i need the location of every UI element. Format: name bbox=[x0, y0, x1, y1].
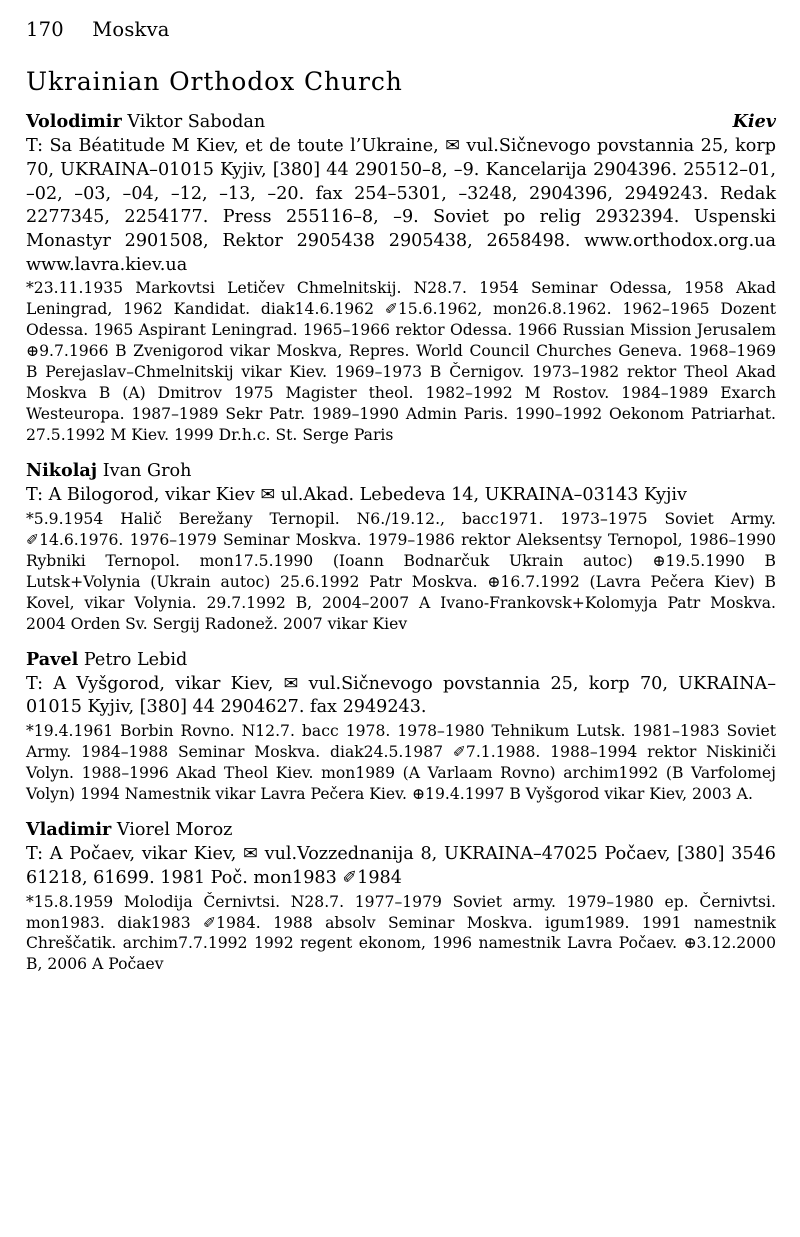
entry-headline bbox=[26, 459, 776, 483]
entry-name-bold: Nikolaj bbox=[26, 459, 98, 481]
entry-address: T: A Vyšgorod, vikar Kiev, ✉ vul.Sičnevogo povstannia 25, korp 70, UKRAINA–01015 Kyjiv, [380] 44 2904627. fax 2949243. bbox=[26, 673, 776, 718]
entry-name-rest: Petro Lebid bbox=[78, 649, 188, 670]
entry-biography: *15.8.1959 Molodija Černivtsi. N28.7. 1977–1979 Soviet army. 1979–1980 ep. Černivtsi. mon1983. diak1983 ✐1984. 1988 absolv Seminar Moskva. igum1989. 1991 namestnik Chreščatik. archim7.7.1992 1992 regent ekonom, 1996 namestnik Lavra Počaev. ⊕3.12.2000 B, 2006 A Počaev bbox=[26, 892, 776, 974]
page-number: 170 bbox=[26, 18, 64, 41]
running-head-place: Moskva bbox=[92, 18, 170, 41]
entry-headline bbox=[26, 648, 776, 672]
list-item bbox=[26, 818, 776, 975]
entry-name-bold: Pavel bbox=[26, 648, 79, 670]
entry-headline bbox=[26, 110, 776, 134]
entry-name-rest: Ivan Groh bbox=[97, 460, 192, 481]
list-item bbox=[26, 110, 776, 446]
entry-headline bbox=[26, 818, 776, 842]
page-title: Ukrainian Orthodox Church bbox=[26, 67, 403, 96]
entry-name-bold: Volodimir bbox=[26, 111, 122, 132]
list-item bbox=[26, 648, 776, 805]
running-head bbox=[26, 18, 776, 41]
entry-place: Kiev bbox=[732, 111, 776, 132]
list-item bbox=[26, 459, 776, 635]
entry-biography: *19.4.1961 Borbin Rovno. N12.7. bacc 1978. 1978–1980 Tehnikum Lutsk. 1981–1983 Soviet Army. 1984–1988 Seminar Moskva. diak24.5.1987 ✐7.1.1988. 1988–1994 rektor Niskiniči Volyn. 1988–1996 Akad Theol Kiev. mon1989 (A Varlaam Rovno) archim1992 (B Varfolomej Volyn) 1994 Namestnik vikar Lavra Pečera Kiev. ⊕19.4.1997 B Vyšgorod vikar Kiev, 2003 A. bbox=[26, 722, 776, 804]
entry-address: T: Sa Béatitude M Kiev, et de toute l’Ukraine, ✉ vul.Sičnevogo povstannia 25, korp 70, UKRAINA–01015 Kyjiv, [380] 44 290150–8, –9. Kancelarija 2904396. 25512–01, –02, –03, –04, –12, –13, –20. fax 254–5301, –3248, 2904396, 2949243. Redak 2277345, 2254177. Press 255116–8, –9. Soviet po relig 2932394. Uspenski Monastyr 2901508, Rektor 2905438 2905438, 2658498. www.orthodox.org.ua www.lavra.kiev.ua bbox=[26, 136, 776, 275]
entry-address: T: A Bilogorod, vikar Kiev ✉ ul.Akad. Lebedeva 14, UKRAINA–03143 Kyjiv bbox=[26, 485, 687, 506]
entry-name-bold: Vladimir bbox=[26, 819, 112, 840]
entry-name-rest: Viorel Moroz bbox=[111, 820, 233, 840]
entry-address: T: A Počaev, vikar Kiev, ✉ vul.Vozzednanija 8, UKRAINA–47025 Počaev, [380] 3546 61218, 61699. 1981 Poč. mon1983 ✐1984 bbox=[26, 844, 776, 888]
entry-biography: *5.9.1954 Halič Berežany Ternopil. N6./19.12., bacc1971. 1973–1975 Soviet Army. ✐14.6.1976. 1976–1979 Seminar Moskva. 1979–1986 rektor Aleksentsy Ternopol, 1986–1990 Rybniki Ternopol. mon17.5.1990 (Ioann Bodnarčuk Ukrain autoc) ⊕19.5.1990 B Lutsk+Volynia (Ukrain autoc) 25.6.1992 Patr Moskva. ⊕16.7.1992 (Lavra Pečera Kiev) B Kovel, vikar Volynia. 29.7.1992 B, 2004–2007 A Ivano-Frankovsk+Kolomyja Patr Moskva. 2004 Orden Sv. Sergij Radonež. 2007 vikar Kiev bbox=[26, 509, 776, 633]
entry-name-rest: Viktor Sabodan bbox=[121, 112, 266, 132]
entry-biography: *23.11.1935 Markovtsi Letičev Chmelnitskij. N28.7. 1954 Seminar Odessa, 1958 Akad Leningrad, 1962 Kandidat. diak14.6.1962 ✐15.6.1962, mon26.8.1962. 1962–1965 Dozent Odessa. 1965 Aspirant Leningrad. 1965–1966 rektor Odessa. 1966 Russian Mission Jerusalem ⊕9.7.1966 B Zvenigorod vikar Moskva, Repres. World Council Churches Geneva. 1968–1969 B Perejaslav–Chmelnitskij vikar Kiev. 1969–1973 B Černigov. 1973–1982 rektor Theol Akad Moskva B (A) Dmitrov 1975 Magister theol. 1982–1992 M Rostov. 1984–1989 Exarch Westeuropa. 1987–1989 Sekr Patr. 1989–1990 Admin Paris. 1990–1992 Oekonom Patriarhat. 27.5.1992 M Kiev. 1999 Dr.h.c. St. Serge Paris bbox=[26, 279, 776, 444]
